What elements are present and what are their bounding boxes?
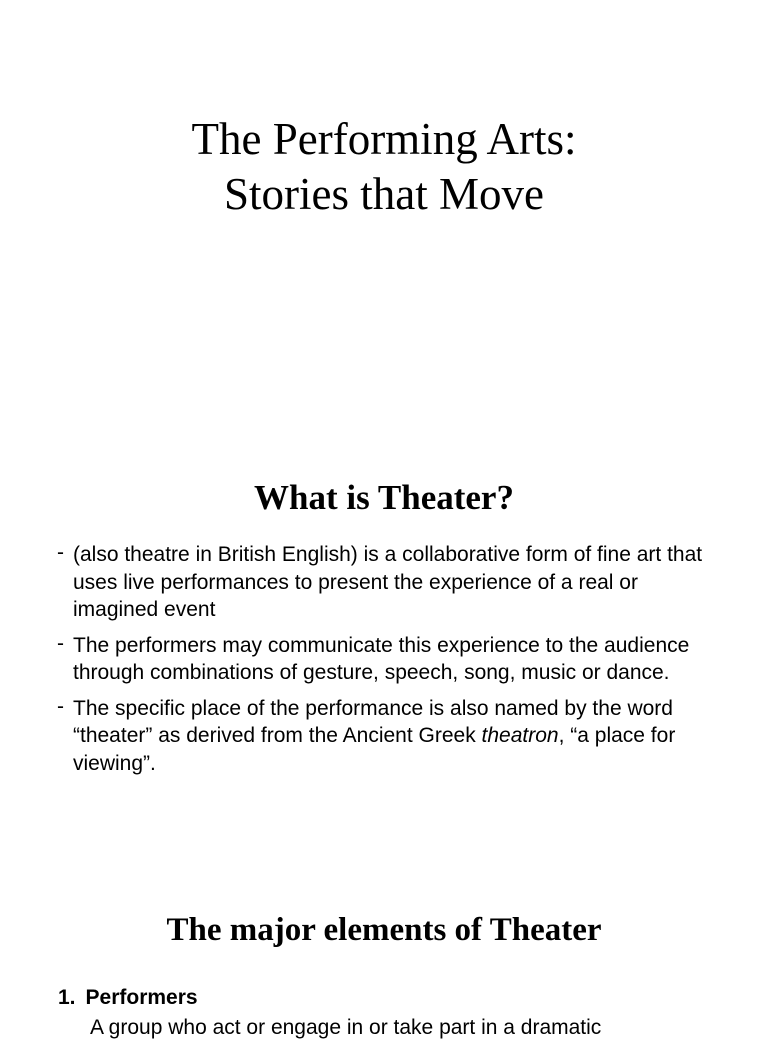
theater-heading: What is Theater? (254, 478, 514, 517)
bullet-item (57, 541, 717, 624)
slide-title-line-2: Stories that Move (224, 169, 544, 219)
bullet-text-end: , “a place for viewing”. (73, 724, 676, 775)
theater-bullet-list (57, 541, 717, 785)
item-label: Performers (85, 986, 198, 1009)
dash-marker: - (57, 694, 64, 718)
bullet-text: The performers may communicate this experience to the audience through combinations of gesture, speech, song, music or dance. (73, 633, 690, 684)
slide-title-line-1: The Performing Arts: (191, 114, 577, 164)
bullet-text: (also theatre in British English) is a collaborative form of fine art that uses live performances to present the experience of a real or imagined event (73, 543, 703, 621)
item-number: 1. (58, 986, 76, 1009)
bullet-text-start: The specific place of the performance is also named by the word “theater” as derived from the Ancient Greek (73, 696, 673, 747)
elements-heading: The major elements of Theater (166, 912, 602, 948)
numbered-item-performers (58, 984, 198, 1012)
slide-title (0, 112, 768, 222)
bullet-item (57, 695, 717, 778)
dash-marker: - (57, 541, 64, 564)
dash-marker: - (57, 631, 64, 655)
cutoff-text: A group who act or engage in or take part in a dramatic (90, 1016, 602, 1039)
bullet-text (73, 697, 675, 775)
bullet-item (57, 632, 717, 687)
bullet-text-italic: theatron (481, 724, 559, 747)
